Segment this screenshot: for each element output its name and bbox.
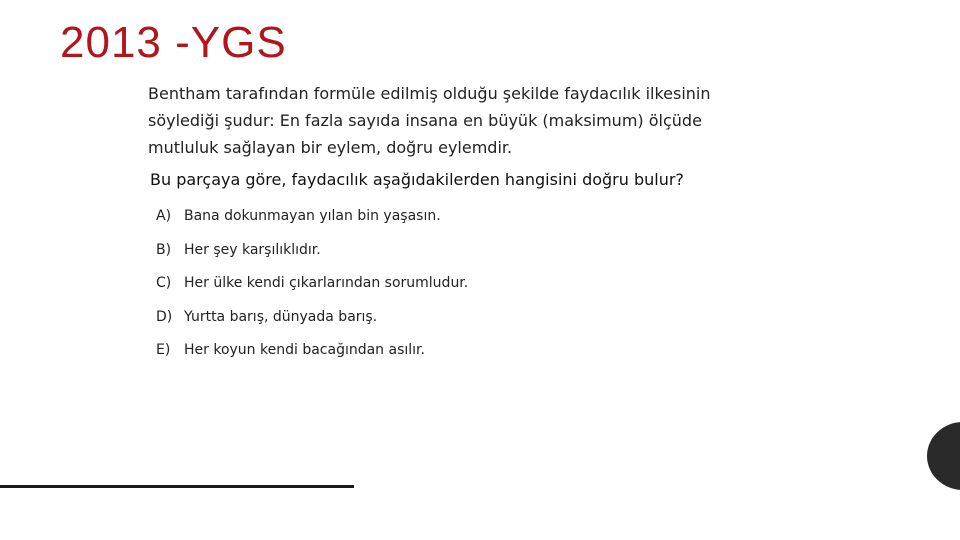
option-letter: B)	[156, 241, 172, 258]
option-letter: D)	[156, 308, 173, 325]
option-text: Bana dokunmayan yılan bin yaşasın.	[184, 208, 441, 224]
slide-title: 2013 -YGS	[60, 18, 287, 67]
question-text: Bu parçaya göre, faydacılık aşağıdakilerden hangisini doğru bulur?	[150, 170, 684, 189]
decorative-circle	[927, 422, 960, 490]
option-letter: E)	[156, 342, 171, 358]
passage-text: Bentham tarafından formüle edilmiş olduğu şekilde faydacılık ilkesinin söylediği şudur: En fazla sayıda insana en büyük (maksimum) ölçüde mutluluk sağlayan bir eylem, doğru eylemdir.	[148, 84, 711, 157]
option-letter: C)	[156, 275, 172, 291]
option-e[interactable]	[156, 338, 468, 372]
option-text: Her ülke kendi çıkarlarından sorumludur.	[184, 275, 469, 291]
answer-options	[156, 204, 468, 372]
option-letter: A)	[156, 208, 172, 224]
decorative-divider	[0, 485, 354, 488]
option-b[interactable]	[156, 238, 468, 272]
option-text: Her koyun kendi bacağından asılır.	[184, 342, 425, 358]
option-text: Yurtta barış, dünyada barış.	[184, 308, 378, 325]
option-text: Her şey karşılıklıdır.	[184, 241, 321, 258]
option-d[interactable]	[156, 305, 468, 339]
option-c[interactable]	[156, 271, 468, 305]
option-a[interactable]	[156, 204, 468, 238]
